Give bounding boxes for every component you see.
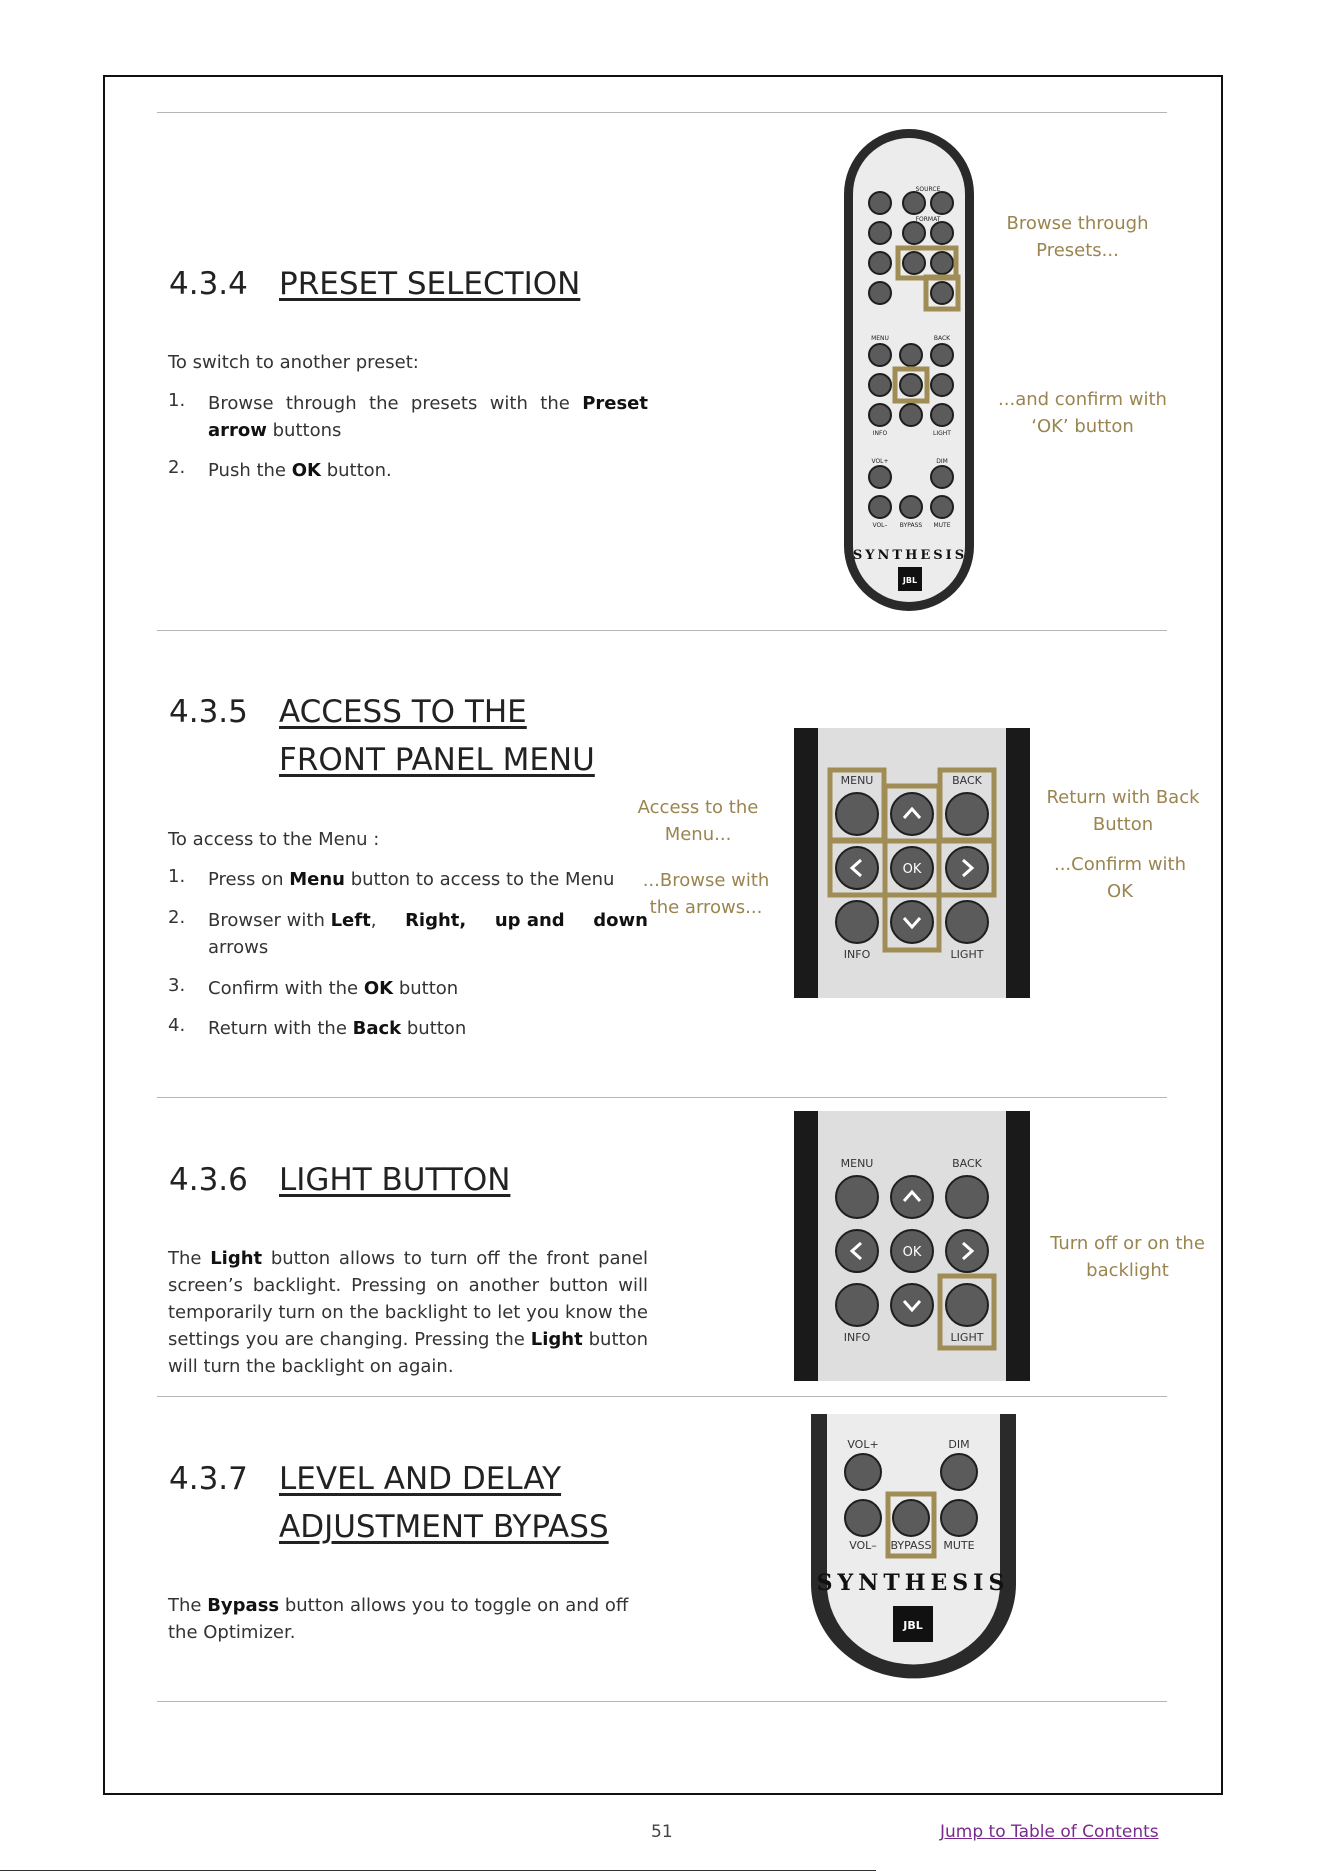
source-right-button: [931, 192, 953, 214]
button-2: [869, 222, 891, 244]
brand-logo: SYNTHESIS: [816, 1570, 1010, 1596]
remote-bottom-closeup: [811, 1414, 1016, 1678]
divider: [157, 1701, 1167, 1702]
list-item: Confirm with the OK button: [208, 978, 459, 999]
callout-confirm-ok: ...and confirm with ‘OK’ button: [998, 389, 1167, 437]
ok-label: OK: [902, 862, 922, 877]
source-label: SOURCE: [915, 186, 941, 193]
back-label: BACK: [952, 1157, 982, 1170]
vol-plus-button: [845, 1454, 881, 1490]
section-title-line1: LEVEL AND DELAY: [279, 1461, 562, 1497]
bypass-button: [893, 1500, 929, 1536]
list-item: Browser with Left, Right, up and down: [208, 910, 648, 931]
mute-label: MUTE: [933, 522, 951, 529]
back-label: BACK: [933, 335, 951, 342]
vol-minus-button: [869, 496, 891, 518]
list-number: 3.: [168, 975, 186, 996]
menu-button: [836, 793, 878, 835]
menu-button: [836, 1176, 878, 1218]
right-button: [931, 374, 953, 396]
page-number: 51: [651, 1822, 673, 1842]
brand-logo: SYNTHESIS: [852, 548, 968, 563]
jbl-logo-text: JBL: [902, 576, 918, 585]
callout-access-menu: Access to the Menu...: [637, 797, 759, 845]
info-button: [836, 1284, 878, 1326]
vol-plus-label: VOL+: [847, 1438, 879, 1451]
info-label: INFO: [872, 430, 888, 437]
divider: [157, 1097, 1167, 1098]
left-button: [836, 1230, 878, 1272]
list-number: 4.: [168, 1015, 186, 1036]
dim-button: [941, 1454, 977, 1490]
back-label: BACK: [952, 774, 982, 787]
mute-label: MUTE: [943, 1539, 975, 1552]
light-label: LIGHT: [933, 430, 951, 437]
ok-label: OK: [902, 1245, 922, 1260]
vol-plus-label: VOL+: [871, 458, 889, 465]
remote-control-image: [840, 125, 980, 615]
callout-confirm-ok: ...Confirm with OK: [1053, 854, 1187, 902]
right-button: [946, 847, 988, 889]
list-item-continued: arrows: [208, 937, 269, 958]
mute-button: [941, 1500, 977, 1536]
divider: [157, 112, 1167, 113]
section-title-line2: ADJUSTMENT BYPASS: [279, 1509, 609, 1545]
section-body: The Light button allows to turn off the front panel screen’s backlight. Pressing on another button will temporarily turn on the backlight to let you know the settings you are changing. Pressing the Light button will turn the backlight on again.: [168, 1248, 649, 1377]
bypass-label: BYPASS: [890, 1539, 932, 1552]
source-left-button: [903, 192, 925, 214]
list-number: 1.: [168, 866, 186, 887]
section-number: 4.3.5: [169, 694, 248, 730]
section-number: 4.3.4: [169, 266, 248, 302]
down-button: [891, 1284, 933, 1326]
list-item: Return with the Back button: [208, 1018, 467, 1039]
section-title: PRESET SELECTION: [279, 266, 581, 302]
remote-keypad-closeup: [794, 728, 1030, 998]
down-button: [900, 404, 922, 426]
dim-button: [931, 466, 953, 488]
light-button: [946, 1284, 988, 1326]
ok-button: [931, 282, 953, 304]
back-button: [946, 793, 988, 835]
up-button: [891, 1176, 933, 1218]
list-number: 2.: [168, 907, 186, 928]
section-title: LIGHT BUTTON: [279, 1162, 511, 1198]
light-button: [931, 404, 953, 426]
back-button: [931, 344, 953, 366]
button-1: [869, 192, 891, 214]
bypass-label: BYPASS: [899, 522, 923, 529]
toc-link[interactable]: Jump to Table of Contents: [940, 1822, 1159, 1842]
format-label: FORMAT: [915, 216, 941, 223]
section-intro: To switch to another preset:: [168, 352, 419, 373]
callout-browse-presets: Browse through Presets...: [1006, 213, 1149, 261]
format-left-button: [903, 222, 925, 244]
info-button: [869, 404, 891, 426]
list-item: Push the OK button.: [208, 460, 392, 481]
dim-label: DIM: [948, 1438, 970, 1451]
back-button: [946, 1176, 988, 1218]
bypass-button: [900, 496, 922, 518]
list-number: 1.: [168, 390, 186, 411]
preset-right-button: [931, 252, 953, 274]
section-title-line1: ACCESS TO THE: [279, 694, 527, 730]
info-button: [836, 901, 878, 943]
right-button: [946, 1230, 988, 1272]
section-intro: To access to the Menu :: [168, 829, 380, 850]
info-label: INFO: [843, 1331, 871, 1344]
vol-minus-label: VOL–: [872, 522, 888, 529]
vol-plus-button: [869, 466, 891, 488]
dim-label: DIM: [936, 458, 948, 465]
list-number: 2.: [168, 457, 186, 478]
menu-label: MENU: [840, 774, 874, 787]
list-item: Press on Menu button to access to the Menu: [208, 869, 615, 890]
menu-button: [869, 344, 891, 366]
callout-backlight: Turn off or on the backlight: [1050, 1233, 1205, 1281]
light-button: [946, 901, 988, 943]
menu-label: MENU: [840, 1157, 874, 1170]
callout-browse-arrows: ...Browse with the arrows...: [642, 870, 770, 918]
light-label: LIGHT: [950, 948, 984, 961]
ok-button: [900, 374, 922, 396]
left-button: [836, 847, 878, 889]
button-4: [869, 282, 891, 304]
mute-button: [931, 496, 953, 518]
section-number: 4.3.7: [169, 1461, 248, 1497]
list-item: Browse through the presets with the Preset arrow buttons: [208, 393, 648, 441]
footer-line: [0, 1870, 876, 1871]
left-button: [869, 374, 891, 396]
section-title-line2: FRONT PANEL MENU: [279, 742, 595, 778]
vol-minus-button: [845, 1500, 881, 1536]
button-3: [869, 252, 891, 274]
format-right-button: [931, 222, 953, 244]
jbl-logo-text: JBL: [903, 1619, 923, 1632]
section-body: The Bypass button allows you to toggle on and off the Optimizer.: [168, 1595, 629, 1643]
light-label: LIGHT: [950, 1331, 984, 1344]
info-label: INFO: [843, 948, 871, 961]
remote-keypad-closeup: [794, 1111, 1030, 1381]
divider: [157, 1396, 1167, 1397]
section-number: 4.3.6: [169, 1162, 248, 1198]
divider: [157, 630, 1167, 631]
vol-minus-label: VOL–: [849, 1539, 877, 1552]
up-button: [891, 793, 933, 835]
callout-return-back: Return with Back Button: [1046, 787, 1200, 835]
preset-left-button: [903, 252, 925, 274]
down-button: [891, 901, 933, 943]
menu-label: MENU: [871, 335, 889, 342]
up-button: [900, 344, 922, 366]
